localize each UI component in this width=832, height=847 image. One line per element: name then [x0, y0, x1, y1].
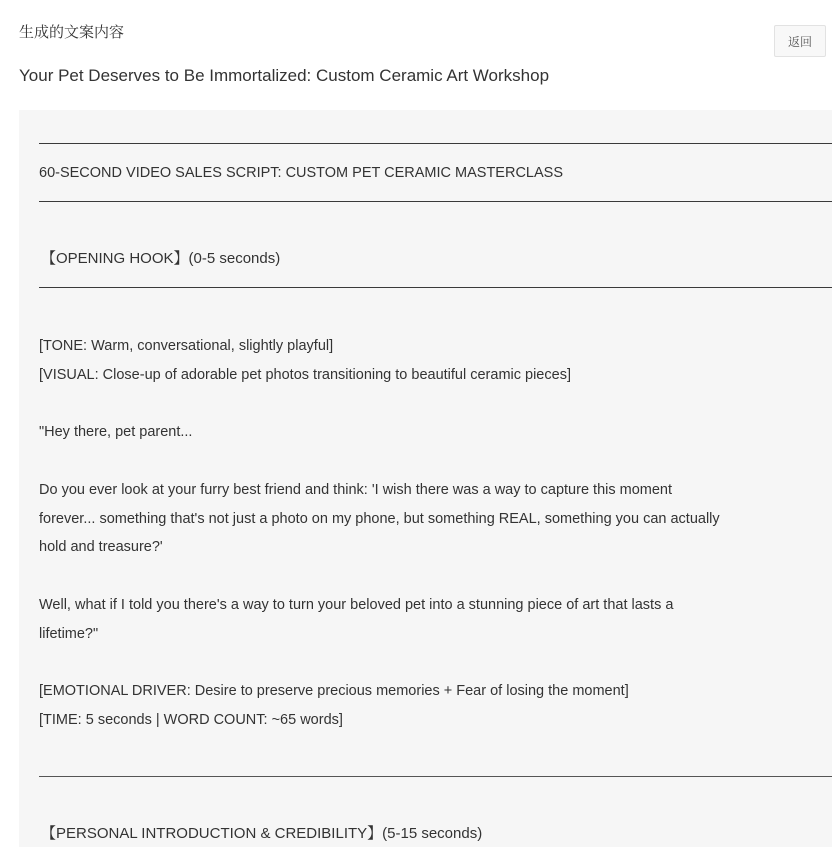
paragraph-line: Well, what if I told you there's a way to turn your beloved pet into a stunning piece of art that lasts a — [39, 597, 674, 613]
emotional-driver-note: [EMOTIONAL DRIVER: Desire to preserve precious memories + Fear of losing the moment] — [39, 683, 629, 699]
script-title: 60-SECOND VIDEO SALES SCRIPT: CUSTOM PET CERAMIC MASTERCLASS — [39, 165, 563, 181]
section-heading-opening-hook: 【OPENING HOOK】(0-5 seconds) — [41, 250, 281, 267]
divider — [39, 201, 832, 202]
tone-note: [TONE: Warm, conversational, slightly playful] — [39, 338, 334, 354]
visual-note: [VISUAL: Close-up of adorable pet photos transitioning to beautiful ceramic pieces] — [39, 367, 571, 383]
time-note: [TIME: 5 seconds | WORD COUNT: ~65 words] — [39, 712, 343, 728]
document-title: Your Pet Deserves to Be Immortalized: Custom Ceramic Art Workshop — [19, 66, 550, 85]
divider — [39, 776, 832, 777]
script-content-panel — [19, 110, 832, 847]
back-button[interactable]: 返回 — [774, 25, 826, 57]
paragraph-line: forever... something that's not just a photo on my phone, but something REAL, something you can actually — [39, 511, 720, 527]
section-heading-personal-intro: 【PERSONAL INTRODUCTION & CREDIBILITY】(5-15 seconds) — [41, 825, 483, 842]
paragraph-greeting: "Hey there, pet parent... — [39, 424, 193, 440]
paragraph-line: lifetime?" — [39, 626, 99, 642]
divider — [39, 287, 832, 288]
paragraph-line: Do you ever look at your furry best friend and think: 'I wish there was a way to capture this moment — [39, 482, 673, 498]
divider — [39, 143, 832, 144]
paragraph-line: hold and treasure?' — [39, 539, 163, 555]
page-heading: 生成的文案内容 — [19, 24, 125, 41]
